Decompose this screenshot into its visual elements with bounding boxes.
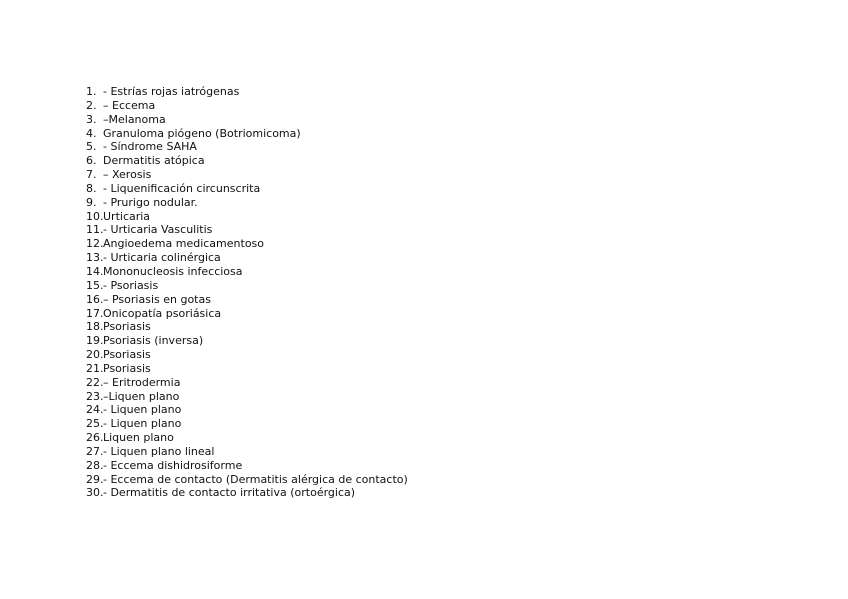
list-item <box>86 320 408 334</box>
item-text: Angioedema medicamentoso <box>103 237 265 251</box>
list-item <box>86 127 408 141</box>
item-number: 3. <box>86 112 97 126</box>
item-text: - Eccema dishidrosiforme <box>103 458 243 472</box>
item-text: Psoriasis <box>103 361 151 375</box>
item-number: 27. <box>86 444 104 458</box>
list-item <box>86 265 408 279</box>
item-number: 1. <box>86 85 97 98</box>
item-text: Psoriasis <box>103 320 151 334</box>
item-text: - Urticaria colinérgica <box>103 251 221 265</box>
item-text: Urticaria <box>103 209 151 223</box>
item-text: - Liquenificación circunscrita <box>103 181 261 195</box>
item-number: 8. <box>86 181 97 195</box>
item-text: Liquen plano <box>103 431 174 445</box>
item-text: - Liquen plano <box>103 417 182 431</box>
item-number: 28. <box>86 458 104 472</box>
item-number: 12. <box>86 237 104 251</box>
item-number: 30. <box>86 486 104 500</box>
item-number: 2. <box>86 98 97 112</box>
list-item <box>86 459 408 473</box>
item-number: 20. <box>86 348 104 362</box>
item-text: - Dermatitis de contacto irritativa (ortoérgica) <box>103 486 356 500</box>
item-number: 19. <box>86 334 104 348</box>
item-text: – Eritrodermia <box>103 375 181 389</box>
item-text: - Urticaria Vasculitis <box>103 223 213 237</box>
list-item <box>86 348 408 362</box>
item-number: 9. <box>86 195 97 209</box>
item-text: - Síndrome SAHA <box>103 140 197 154</box>
item-number: 26. <box>86 431 104 445</box>
list-item <box>86 334 408 348</box>
item-number: 25. <box>86 417 104 431</box>
item-number: 7. <box>86 168 97 182</box>
item-text: - Prurigo nodular. <box>103 195 198 209</box>
item-text: Onicopatía psoriásica <box>103 306 222 320</box>
list-item <box>86 237 408 251</box>
item-text: – Psoriasis en gotas <box>103 292 211 306</box>
list-item <box>86 486 408 500</box>
item-text: –Liquen plano <box>103 389 180 403</box>
list-item <box>86 307 408 321</box>
list-item <box>86 473 408 487</box>
list-item <box>86 182 408 196</box>
item-text: Mononucleosis infecciosa <box>103 264 243 278</box>
list-item <box>86 196 408 210</box>
list-item <box>86 251 408 265</box>
item-text: – Xerosis <box>103 168 152 182</box>
item-text: Granuloma piógeno (Botriomicoma) <box>103 126 301 140</box>
item-text: - Psoriasis <box>103 278 159 292</box>
item-number: 23. <box>86 389 104 403</box>
list-item <box>86 293 408 307</box>
item-number: 4. <box>86 126 97 140</box>
item-number: 17. <box>86 306 104 320</box>
list-item <box>86 140 408 154</box>
item-number: 24. <box>86 403 104 417</box>
item-number: 21. <box>86 361 104 375</box>
item-text: - Liquen plano <box>103 403 182 417</box>
list-item <box>86 390 408 404</box>
list-item <box>86 113 408 127</box>
list-item <box>86 279 408 293</box>
item-text: - Liquen plano lineal <box>103 444 215 458</box>
item-number: 18. <box>86 320 104 334</box>
item-number: 15. <box>86 278 104 292</box>
list-item <box>86 445 408 459</box>
item-number: 5. <box>86 140 97 154</box>
list-item <box>86 168 408 182</box>
item-number: 22. <box>86 375 104 389</box>
item-number: 14. <box>86 264 104 278</box>
list-item <box>86 362 408 376</box>
item-number: 13. <box>86 251 104 265</box>
item-number: 11. <box>86 223 104 237</box>
item-number: 10. <box>86 209 104 223</box>
list-item <box>86 376 408 390</box>
list-item <box>86 85 408 99</box>
item-text: - Eccema de contacto (Dermatitis alérgica de contacto) <box>103 472 408 486</box>
item-text: - Estrías rojas iatrógenas <box>103 85 240 98</box>
item-text: – Eccema <box>103 98 156 112</box>
list-item <box>86 210 408 224</box>
item-text: Psoriasis (inversa) <box>103 334 204 348</box>
item-text: Psoriasis <box>103 348 151 362</box>
list-item <box>86 431 408 445</box>
list-item <box>86 417 408 431</box>
list-item <box>86 223 408 237</box>
item-number: 29. <box>86 472 104 486</box>
list-item <box>86 154 408 168</box>
item-text: Dermatitis atópica <box>103 154 205 168</box>
item-number: 6. <box>86 154 97 168</box>
item-text: –Melanoma <box>103 112 166 126</box>
list-item <box>86 99 408 113</box>
list-item <box>86 403 408 417</box>
numbered-list <box>86 85 408 500</box>
item-number: 16. <box>86 292 104 306</box>
